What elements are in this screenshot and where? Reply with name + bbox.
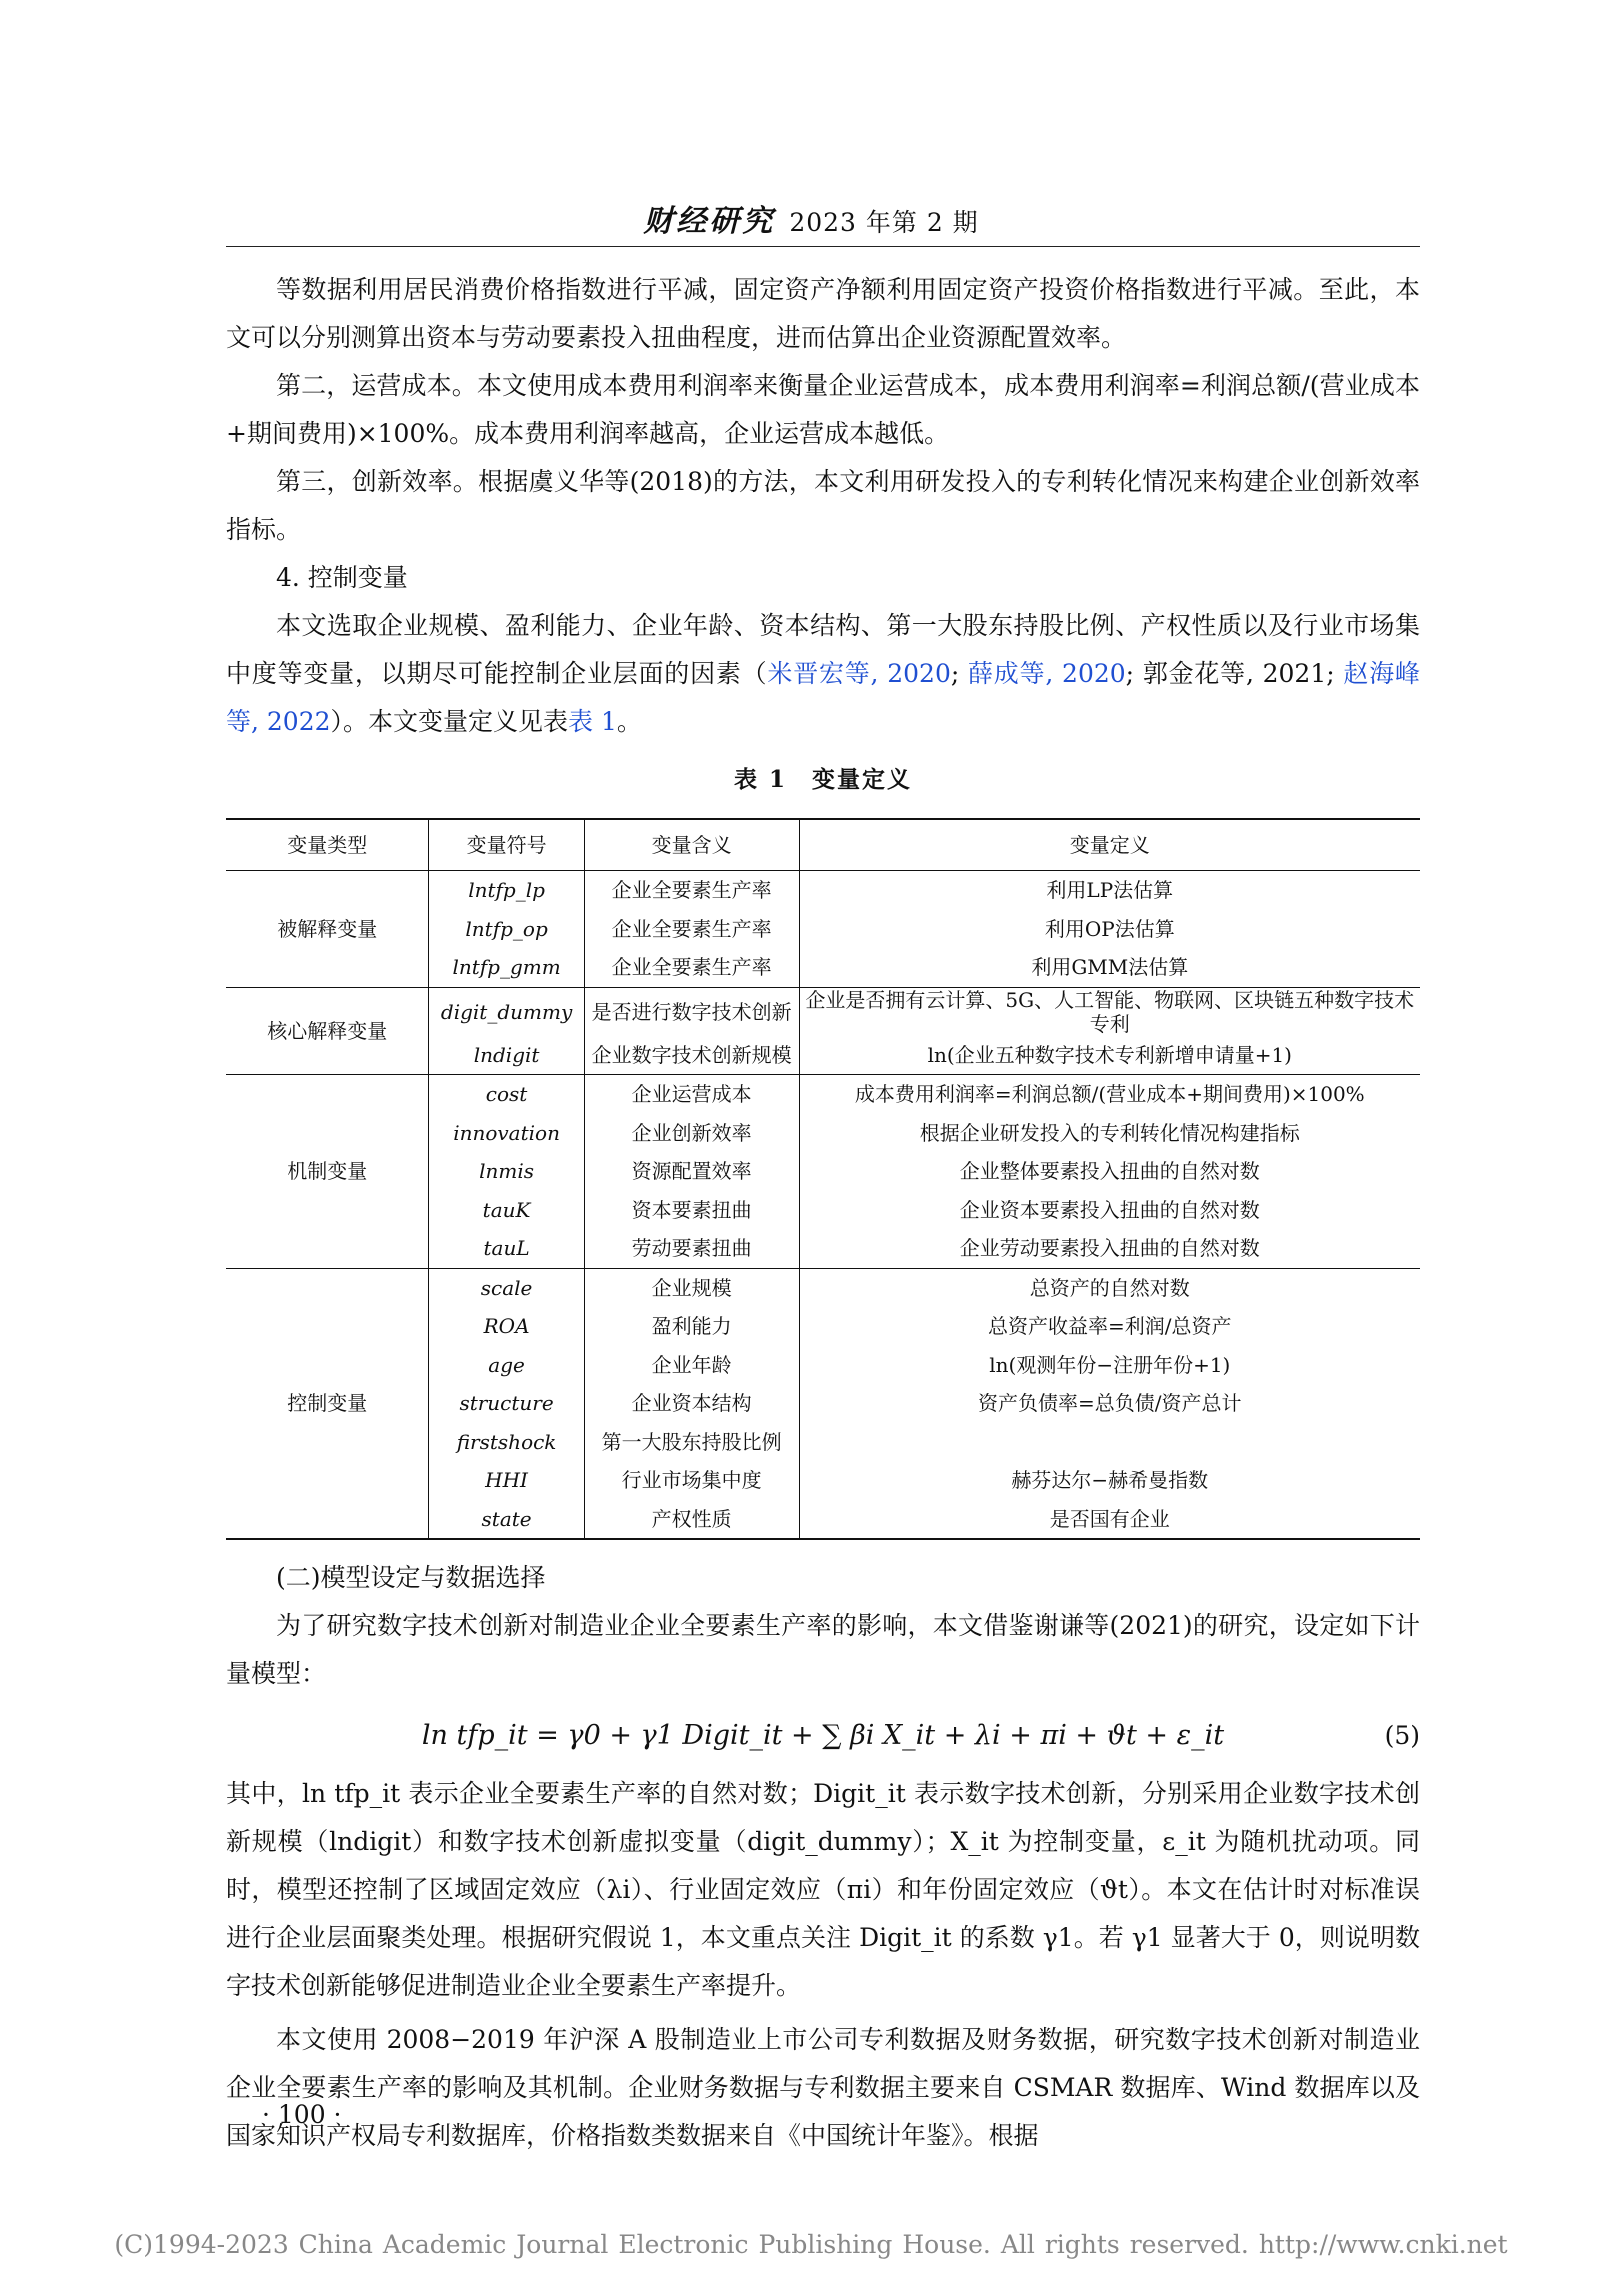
variable-definition-cell: 企业劳动要素投入扭曲的自然对数: [799, 1229, 1420, 1268]
table-row: [226, 1075, 1420, 1114]
article-body: [226, 266, 1420, 2160]
variable-meaning-cell: 企业年龄: [584, 1346, 799, 1385]
variable-definition-cell: ln(观测年份−注册年份+1): [799, 1346, 1420, 1385]
column-header: 变量类型: [226, 819, 429, 871]
variable-type-cell: 控制变量: [226, 1268, 429, 1539]
variable-definition-cell: [799, 1423, 1420, 1462]
variable-symbol-cell: tauK: [429, 1191, 584, 1230]
variable-symbol-cell: lntfp_op: [429, 910, 584, 949]
page-header: [0, 196, 1622, 240]
variable-definition-cell: 企业资本要素投入扭曲的自然对数: [799, 1191, 1420, 1230]
table-body: [226, 871, 1420, 1540]
variable-type-cell: 被解释变量: [277, 916, 378, 941]
variable-meaning-cell: 资源配置效率: [584, 1152, 799, 1191]
variable-definition-cell: 利用OP法估算: [799, 910, 1420, 949]
paragraph: 等数据利用居民消费价格指数进行平减，固定资产净额利用固定资产投资价格指数进行平减。至此，本文可以分别测算出资本与劳动要素投入扭曲程度，进而估算出企业资源配置效率。: [226, 275, 1420, 352]
variable-definition-cell: 根据企业研发投入的专利转化情况构建指标: [799, 1114, 1420, 1153]
section-heading: (二)模型设定与数据选择: [276, 1563, 546, 1592]
table-header-row: [226, 819, 1420, 871]
variable-symbol-cell: digit_dummy: [429, 987, 584, 1036]
text: ; 郭金花等, 2021;: [1125, 659, 1344, 688]
formula: [226, 1704, 1420, 1768]
variable-symbol-cell: tauL: [429, 1229, 584, 1268]
variable-symbol-cell: cost: [429, 1075, 584, 1114]
reference-link[interactable]: 薛成等, 2020: [968, 659, 1126, 688]
table-caption: 表 1 变量定义: [733, 766, 912, 793]
variable-symbol-cell: ROA: [429, 1307, 584, 1346]
issue-info: 2023 年第 2 期: [789, 208, 979, 237]
variable-definition-cell: ln(企业五种数字技术专利新增申请量+1): [799, 1036, 1420, 1075]
variable-meaning-cell: 企业创新效率: [584, 1114, 799, 1153]
text: 本文选取企业规模、盈利能力、企业年龄、资本结构、第一大股东持股比例、产权性质以及行业市场集中度等变量，以期尽可能控制企业层面的因素（: [226, 611, 1420, 688]
variable-definition-cell: 资产负债率=总负债/资产总计: [799, 1384, 1420, 1423]
variable-definition-cell: 企业是否拥有云计算、5G、人工智能、物联网、区块链五种数字技术专利: [799, 987, 1420, 1036]
column-header: 变量定义: [799, 819, 1420, 871]
variable-definition-cell: 总资产收益率=利润/总资产: [799, 1307, 1420, 1346]
variable-type-cell: 核心解释变量: [226, 987, 429, 1075]
variable-symbol-cell: lnmis: [429, 1152, 584, 1191]
table-row: [226, 871, 1420, 910]
variable-symbol-cell: structure: [429, 1384, 584, 1423]
variable-definition-cell: 企业整体要素投入扭曲的自然对数: [799, 1152, 1420, 1191]
variable-symbol-cell: HHI: [429, 1461, 584, 1500]
variable-meaning-cell: 行业市场集中度: [584, 1461, 799, 1500]
equation: ln tfp_it = γ0 + γ1 Digit_it + ∑ βi X_it + λi + πi + ϑt + ε_it: [421, 1720, 1225, 1751]
paragraph: 第二，运营成本。本文使用成本费用利润率来衡量企业运营成本，成本费用利润率=利润总额/(营业成本+期间费用)×100%。成本费用利润率越高，企业运营成本越低。: [226, 371, 1420, 448]
variable-symbol-cell: age: [429, 1346, 584, 1385]
variable-meaning-cell: 是否进行数字技术创新: [584, 987, 799, 1036]
column-header: 变量含义: [584, 819, 799, 871]
column-header: 变量符号: [429, 819, 584, 871]
journal-name: 财经研究: [643, 204, 776, 239]
variable-symbol-cell: firstshock: [429, 1423, 584, 1462]
variable-symbol-cell: lntfp_gmm: [429, 948, 584, 987]
variable-meaning-cell: 企业全要素生产率: [584, 871, 799, 910]
variable-symbol-cell: innovation: [429, 1114, 584, 1153]
page-number: · 100 ·: [262, 2100, 342, 2129]
variable-meaning-cell: 企业数字技术创新规模: [584, 1036, 799, 1075]
variable-meaning-cell: 产权性质: [584, 1500, 799, 1540]
text: ;: [950, 659, 969, 688]
reference-link[interactable]: 赵海峰等, 2022: [226, 659, 1420, 736]
header-rule: [226, 246, 1420, 247]
variable-definition-cell: 利用GMM法估算: [799, 948, 1420, 987]
variable-type-cell: 机制变量: [226, 1075, 429, 1269]
variable-symbol-cell: lndigit: [429, 1036, 584, 1075]
variable-definition-table: [226, 818, 1420, 1540]
variable-definition-cell: 赫芬达尔−赫希曼指数: [799, 1461, 1420, 1500]
text: ）。本文变量定义见表: [330, 707, 569, 736]
variable-meaning-cell: 劳动要素扭曲: [584, 1229, 799, 1268]
variable-meaning-cell: 第一大股东持股比例: [584, 1423, 799, 1462]
variable-definition-cell: 是否国有企业: [799, 1500, 1420, 1540]
variable-meaning-cell: 资本要素扭曲: [584, 1191, 799, 1230]
variable-meaning-cell: 盈利能力: [584, 1307, 799, 1346]
paragraph: 第三，创新效率。根据虞义华等(2018)的方法，本文利用研发投入的专利转化情况来构建企业创新效率指标。: [226, 467, 1420, 544]
table-link[interactable]: 表 1: [568, 707, 617, 736]
text: 。: [616, 707, 642, 736]
variable-symbol-cell: state: [429, 1500, 584, 1540]
variable-definition-cell: 成本费用利润率=利润总额/(营业成本+期间费用)×100%: [799, 1075, 1420, 1114]
subsection-heading: 4. 控制变量: [276, 563, 408, 592]
variable-definition-cell: 利用LP法估算: [799, 871, 1420, 910]
table-row: [226, 987, 1420, 1036]
paragraph: 本文使用 2008−2019 年沪深 A 股制造业上市公司专利数据及财务数据，研究数字技术创新对制造业企业全要素生产率的影响及其机制。企业财务数据与专利数据主要来自 CSMAR 数据库、Wind 数据库以及国家知识产权局专利数据库，价格指数类数据来自《中国统计年鉴》。根据: [226, 2025, 1420, 2150]
variable-definition-cell: 总资产的自然对数: [799, 1268, 1420, 1307]
reference-link[interactable]: 米晋宏等, 2020: [767, 659, 951, 688]
paragraph: [226, 602, 1420, 746]
variable-symbol-cell: lntfp_lp: [429, 871, 584, 910]
variable-symbol-cell: scale: [429, 1268, 584, 1307]
variable-meaning-cell: 企业资本结构: [584, 1384, 799, 1423]
variable-meaning-cell: 企业全要素生产率: [584, 910, 799, 949]
table-row: [226, 1268, 1420, 1307]
variable-meaning-cell: 企业规模: [584, 1268, 799, 1307]
variable-meaning-cell: 企业全要素生产率: [584, 948, 799, 987]
equation-number: (5): [1384, 1721, 1420, 1750]
variable-meaning-cell: 企业运营成本: [584, 1075, 799, 1114]
paragraph: 为了研究数字技术创新对制造业企业全要素生产率的影响，本文借鉴谢谦等(2021)的研究，设定如下计量模型：: [226, 1611, 1420, 1688]
copyright-footer: (C)1994-2023 China Academic Journal Electronic Publishing House. All rights reserved. http://www.cnki.net: [114, 2230, 1508, 2259]
paragraph: 其中，ln tfp_it 表示企业全要素生产率的自然对数；Digit_it 表示数字技术创新，分别采用企业数字技术创新规模（lndigit）和数字技术创新虚拟变量（digit_dummy）；X_it 为控制变量，ε_it 为随机扰动项。同时，模型还控制了区域固定效应（λi）、行业固定效应（πi）和年份固定效应（ϑt）。本文在估计时对标准误进行企业层面聚类处理。根据研究假说 1，本文重点关注 Digit_it 的系数 γ1。若 γ1 显著大于 0，则说明数字技术创新能够促进制造业企业全要素生产率提升。: [226, 1779, 1420, 2000]
